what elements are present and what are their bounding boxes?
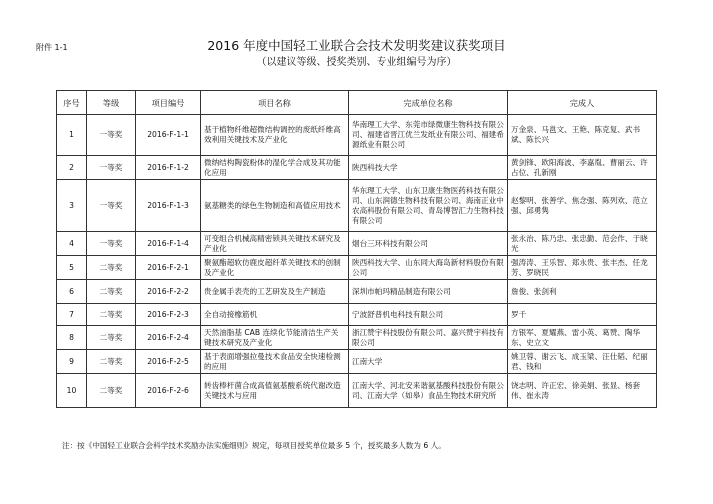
- cell-organization: 陕西科技大学、山东同大海岛新材料股份有限公司: [349, 256, 508, 280]
- page-title: 2016 年度中国轻工业联合会技术发明奖建议获奖项目: [207, 38, 506, 53]
- cell-project-name: 转齿棒杆菌合成高值氨基酸系统代谢改造关键技术与应用: [201, 374, 349, 408]
- table-header-row: [57, 91, 657, 115]
- cell-project-name: 微纳结构陶瓷粉体的湿化学合成及其功能化应用: [201, 156, 349, 180]
- cell-project-name: 基于表面增强拉曼技术食品安全快速检测的应用: [201, 350, 349, 374]
- cell-organization: 烟台三环科技有限公司: [349, 232, 508, 256]
- cell-index: 1: [57, 115, 87, 156]
- cell-index: 4: [57, 232, 87, 256]
- cell-organization: 江南大学: [349, 350, 508, 374]
- annex-label: 附件 1-1: [36, 43, 68, 52]
- cell-contributors: 詹俊、张剑利: [508, 280, 657, 304]
- cell-code: 2016-F-2-2: [136, 280, 201, 304]
- cell-code: 2016-F-2-5: [136, 350, 201, 374]
- table-row: [57, 232, 657, 256]
- cell-contributors: 饶志明、许正宏、徐美娟、张显、杨套伟、崔永涛: [508, 374, 657, 408]
- cell-project-name: 全自动接橡筋机: [201, 304, 349, 326]
- cell-organization: 陕西科技大学: [349, 156, 508, 180]
- cell-index: 8: [57, 326, 87, 350]
- cell-code: 2016-F-2-3: [136, 304, 201, 326]
- table-row: [57, 156, 657, 180]
- table-row: [57, 350, 657, 374]
- cell-organization: 宁波舒普机电科技有限公司: [349, 304, 508, 326]
- cell-contributors: 姚卫蓉、谢云飞、成玉梁、汪仕韬、纪丽君、钱和: [508, 350, 657, 374]
- header-contributors: 完成人: [508, 91, 657, 115]
- cell-organization: 华东理工大学、山东卫康生物医药科技有限公司、山东润德生物科技有限公司、海南正业中农高科股份有限公司、青岛博智汇力生物科技有限公司: [349, 180, 508, 232]
- cell-index: 2: [57, 156, 87, 180]
- cell-organization: 深圳市帕玛精品制造有限公司: [349, 280, 508, 304]
- award-table: [56, 90, 657, 408]
- cell-project-name: 可变组合机械高精密锁具关键技术研究及产业化: [201, 232, 349, 256]
- cell-level: 一等奖: [87, 156, 136, 180]
- cell-organization: 浙江赞宇科技股份有限公司、嘉兴赞宇科技有限公司: [349, 326, 508, 350]
- cell-project-name: 聚氨酯超软仿鹿皮超纤革关键技术的创制及产业化: [201, 256, 349, 280]
- cell-code: 2016-F-2-1: [136, 256, 201, 280]
- header-project-name: 项目名称: [201, 91, 349, 115]
- cell-level: 二等奖: [87, 326, 136, 350]
- table-row: [57, 256, 657, 280]
- cell-contributors: 万金泉、马邕文、王艳、陈克复、武书斌、陈长兴: [508, 115, 657, 156]
- cell-index: 5: [57, 256, 87, 280]
- cell-index: 9: [57, 350, 87, 374]
- cell-project-name: 天然油脂基 CAB 连续化节能清洁生产关键技术研究及产业化: [201, 326, 349, 350]
- table-row: [57, 326, 657, 350]
- cell-contributors: 罗千: [508, 304, 657, 326]
- cell-code: 2016-F-2-4: [136, 326, 201, 350]
- header-organization: 完成单位名称: [349, 91, 508, 115]
- cell-code: 2016-F-1-1: [136, 115, 201, 156]
- cell-index: 7: [57, 304, 87, 326]
- cell-organization: 江南大学、河北安来谐氨基酸科技股份有限公司、江南大学（如皋）食品生物技术研究所: [349, 374, 508, 408]
- cell-level: 二等奖: [87, 256, 136, 280]
- cell-organization: 华南理工大学、东莞市绿微康生物科技有限公司、福建省晋江优兰发纸业有限公司、福建希源纸业有限公司: [349, 115, 508, 156]
- table-row: [57, 304, 657, 326]
- cell-code: 2016-F-2-6: [136, 374, 201, 408]
- cell-level: 二等奖: [87, 280, 136, 304]
- cell-level: 二等奖: [87, 304, 136, 326]
- cell-project-name: 贵金属手表壳的工艺研发及生产制造: [201, 280, 349, 304]
- cell-project-name: 氨基糖类的绿色生物制造和高值应用技术: [201, 180, 349, 232]
- cell-level: 一等奖: [87, 232, 136, 256]
- cell-level: 一等奖: [87, 115, 136, 156]
- cell-contributors: 张永治、陈乃忠、张忠勤、范会作、于晓光: [508, 232, 657, 256]
- cell-level: 二等奖: [87, 374, 136, 408]
- cell-contributors: 强涛涛、王乐智、郑永贵、张丰杰、任龙芳、罗晓民: [508, 256, 657, 280]
- cell-code: 2016-F-1-4: [136, 232, 201, 256]
- header-level: 等级: [87, 91, 136, 115]
- table-row: [57, 374, 657, 408]
- header-project-code: 项目编号: [136, 91, 201, 115]
- footnote: 注：按《中国轻工业联合会科学技术奖励办法实施细则》规定，每项目授奖单位最多 5 个，授奖最多人数为 6 人。: [62, 441, 446, 450]
- table-row: [57, 115, 657, 156]
- cell-contributors: 黄剑锋、欧阳海波、李嘉胤、曹丽云、许占位、孔新刚: [508, 156, 657, 180]
- table-row: [57, 280, 657, 304]
- cell-contributors: 方银军、夏耀燕、雷小英、葛赞、陶华东、史立文: [508, 326, 657, 350]
- cell-project-name: 基于植物纤维超微结构调控的废纸纤维高效利用关键技术及产业化: [201, 115, 349, 156]
- header-index: 序号: [57, 91, 87, 115]
- cell-contributors: 赵黎明、张善学、焦念强、陈列欢、范立强、邱勇隽: [508, 180, 657, 232]
- cell-code: 2016-F-1-3: [136, 180, 201, 232]
- cell-level: 一等奖: [87, 180, 136, 232]
- table-row: [57, 180, 657, 232]
- cell-level: 二等奖: [87, 350, 136, 374]
- cell-index: 3: [57, 180, 87, 232]
- cell-index: 10: [57, 374, 87, 408]
- cell-code: 2016-F-1-2: [136, 156, 201, 180]
- page-subtitle: （以建议等级、授奖类别、专业组编号为序）: [256, 57, 457, 68]
- cell-index: 6: [57, 280, 87, 304]
